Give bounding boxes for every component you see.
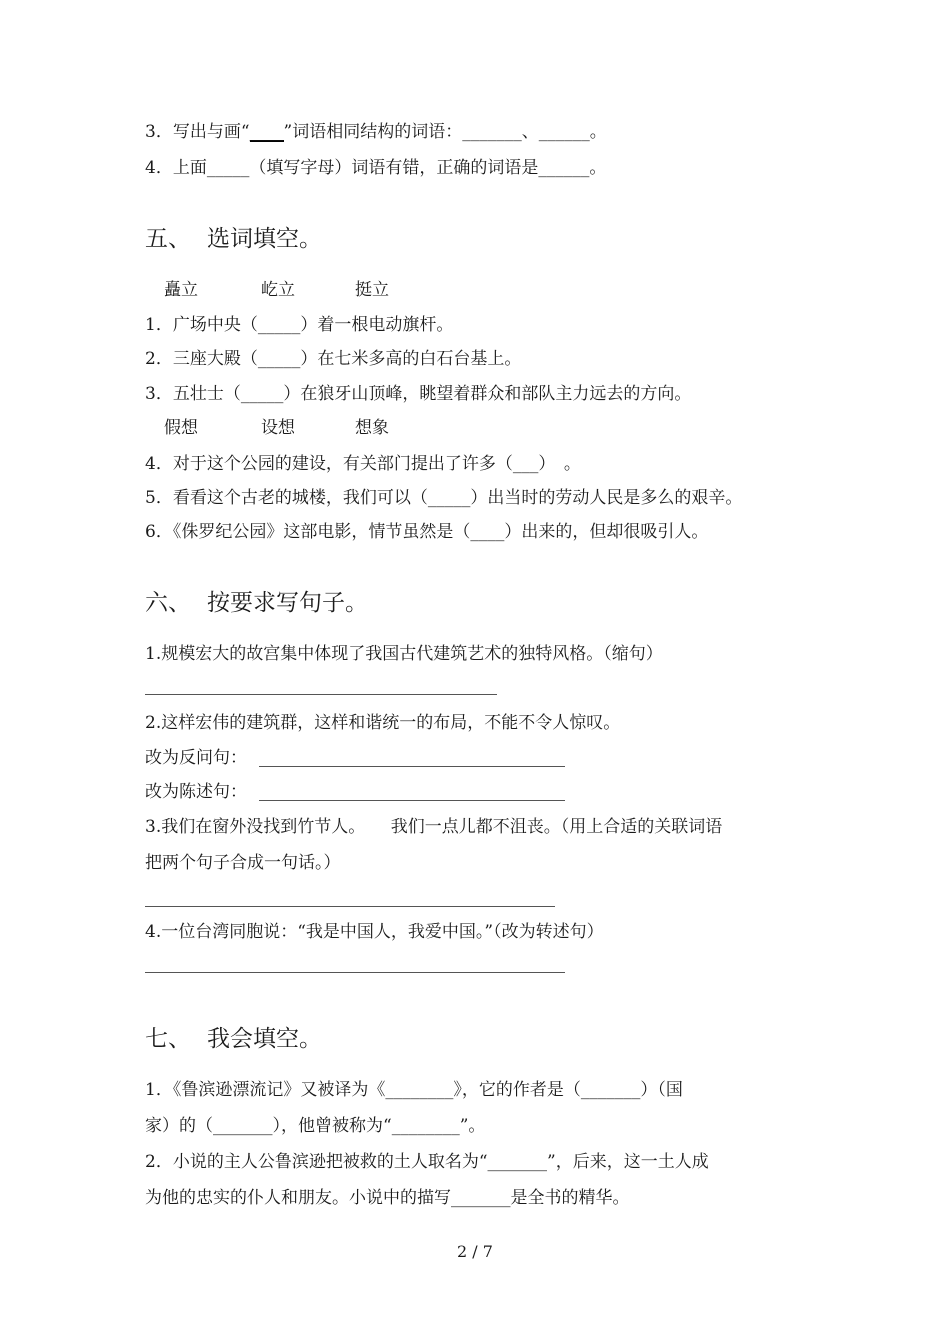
question-4-4: 4．上面_____（填写字母）词语有错，正确的词语是______。 [145, 158, 607, 178]
sentence-task-2: 2.这样宏伟的建筑群，这样和谐统一的布局，不能不令人惊叹。 [145, 713, 621, 733]
answer-line [145, 694, 497, 695]
sentence-task-3-cont: 把两个句子合成一句话。） [145, 853, 341, 873]
section-7-heading [145, 1024, 322, 1054]
sentence-task-3: 3.我们在窗外没找到竹节人。 我们一点儿都不沮丧。（用上合适的关联词语 [145, 817, 723, 837]
declarative-label: 改为陈述句： [145, 782, 247, 802]
q3-text-before: 3．写出与画“ [145, 122, 250, 142]
section-6-title: 按要求写句子。 [207, 590, 368, 616]
q3-underlined-sample: ____ [249, 122, 284, 142]
answer-line [145, 906, 555, 907]
section-7-number: 七、 [145, 1026, 191, 1052]
section-5-title: 选词填空。 [207, 226, 322, 252]
word-option: 假想 [164, 418, 198, 438]
word-option: 挺立 [355, 280, 389, 300]
section-5-number: 五、 [145, 226, 191, 252]
question-4-3 [145, 120, 607, 144]
section-7-title: 我会填空。 [207, 1026, 322, 1052]
fill-item: 1．广场中央（_____）着一根电动旗杆。 [145, 315, 454, 335]
fill-item: 4．对于这个公园的建设，有关部门提出了许多（___） 。 [145, 454, 581, 474]
fill-item: 2．三座大殿（_____）在七米多高的白石台基上。 [145, 349, 522, 369]
fill-question-2-cont: 为他的忠实的仆人和朋友。小说中的描写_______是全书的精华。 [145, 1188, 630, 1208]
section-6-heading [145, 588, 368, 618]
word-option: 设想 [261, 418, 295, 438]
answer-line [145, 972, 565, 973]
word-option: 想象 [355, 418, 389, 438]
fill-question-2: 2．小说的主人公鲁滨逊把被救的土人取名为“_______”，后来，这一土人成 [145, 1152, 709, 1172]
fill-item: 6．《侏罗纪公园》这部电影，情节虽然是（____）出来的，但却很吸引人。 [145, 522, 709, 542]
answer-line [259, 800, 565, 801]
fill-question-1-cont: 家）的（_______），他曾被称为“________”。 [145, 1116, 486, 1136]
fill-item: 3．五壮士（_____）在狼牙山顶峰，眺望着群众和部队主力远去的方向。 [145, 384, 692, 404]
page-number: 2 / 7 [457, 1242, 493, 1261]
sentence-task-1: 1.规模宏大的故宫集中体现了我国古代建筑艺术的独特风格。（缩句） [145, 644, 663, 664]
rhetorical-question-label: 改为反问句： [145, 748, 247, 768]
sentence-task-4: 4.一位台湾同胞说：“我是中国人，我爱中国。”（改为转述句） [145, 922, 604, 942]
fill-question-1: 1．《鲁滨逊漂流记》又被译为《________》，它的作者是（_______）（国 [145, 1080, 683, 1100]
section-5-heading [145, 224, 322, 254]
answer-line [259, 766, 565, 767]
word-option: 屹立 [261, 280, 295, 300]
q3-text-after: ”词语相同结构的词语：_______、______。 [283, 122, 607, 142]
section-6-number: 六、 [145, 590, 191, 616]
fill-item: 5．看看这个古老的城楼，我们可以（_____）出当时的劳动人民是多么的艰辛。 [145, 488, 743, 508]
word-option: 矗立 [164, 280, 198, 300]
